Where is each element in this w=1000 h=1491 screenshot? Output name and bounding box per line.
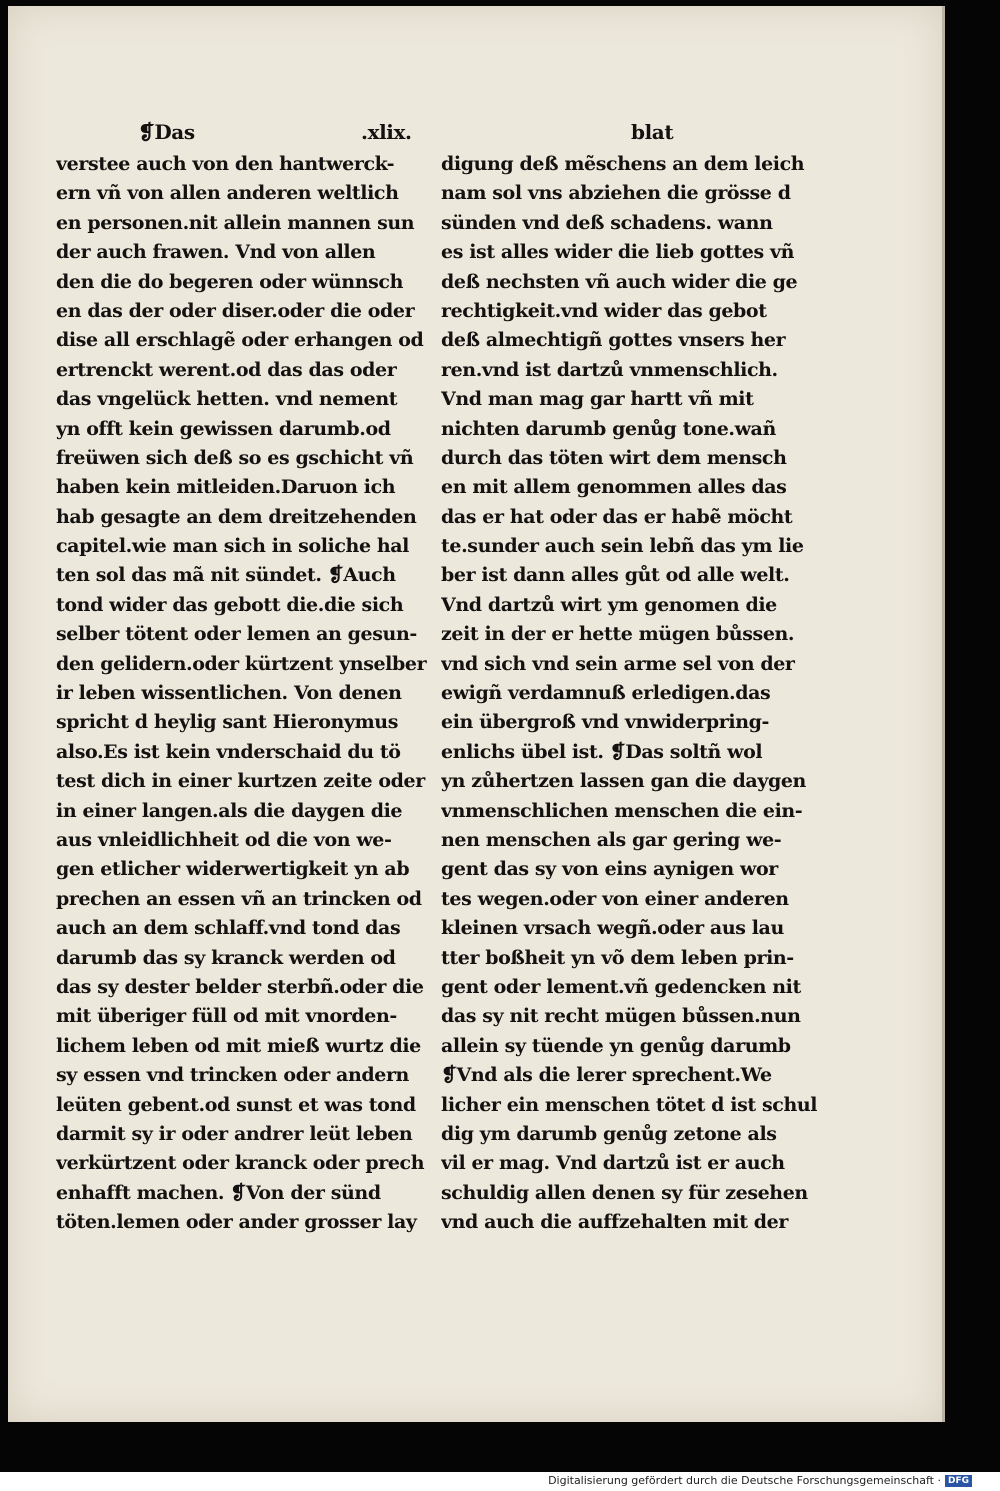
text-line: ❡Vnd als die lerer sprechent.We (441, 1064, 772, 1087)
right-running-head (441, 114, 831, 150)
text-line: enlichs übel ist. ❡Das soltñ wol (441, 740, 763, 763)
text-line: en personen.nit allein mannen sun (56, 211, 415, 234)
text-line: gen etlicher widerwertigkeit yn ab (56, 858, 410, 881)
text-line: enhafft machen. ❡Von der sünd (56, 1181, 381, 1204)
text-line: gent das sy von eins aynigen wor (441, 858, 778, 881)
text-line: aus vnleidlichheit od die von we- (56, 828, 392, 851)
footer-text: Digitalisierung gefördert durch die Deutsche Forschungsgemeinschaft · (548, 1474, 941, 1487)
text-line: ir leben wissentlichen. Von denen (56, 682, 402, 705)
text-line: das er hat oder das er habẽ möcht (441, 505, 793, 528)
text-line: das sy dester belder sterbñ.oder die (56, 975, 424, 998)
text-line: sy essen vnd trincken oder andern (56, 1064, 409, 1087)
text-line: es ist alles wider die lieb gottes vñ (441, 241, 795, 264)
text-line: ber ist dann alles gůt od alle welt. (441, 564, 790, 587)
text-line: en mit allem genommen alles das (441, 476, 787, 499)
text-line: deß almechtigñ gottes vnsers her (441, 329, 786, 352)
left-header-title: ❡Das (138, 120, 195, 144)
text-line: te.sunder auch sein lebñ das ym lie (441, 535, 804, 558)
text-line: dig ym darumb genůg zetone als (441, 1122, 777, 1145)
text-line: ein übergroß vnd vnwiderpring- (441, 711, 770, 734)
text-line: tes wegen.oder von einer anderen (441, 887, 789, 910)
text-line: ertrenckt werent.od das das oder (56, 358, 397, 381)
left-running-head (56, 114, 440, 150)
text-line: ren.vnd ist dartzů vnmenschlich. (441, 358, 778, 381)
text-line: das sy nit recht mügen bůssen.nun (441, 1005, 801, 1028)
text-line: en das der oder diser.oder die oder (56, 299, 415, 322)
book-page (8, 6, 942, 1422)
text-line: rechtigkeit.vnd wider das gebot (441, 299, 767, 322)
text-line: also.Es ist kein vnderschaid du tö (56, 740, 401, 763)
text-line: freüwen sich deß so es gschicht vñ (56, 446, 414, 469)
text-line: der auch frawen. Vnd von allen (56, 241, 376, 264)
text-line: in einer langen.als die daygen die (56, 799, 403, 822)
text-line: Vnd dartzů wirt ym genomen die (441, 593, 777, 616)
text-line: ern vñ von allen anderen weltlich (56, 182, 399, 205)
text-line: durch das töten wirt dem mensch (441, 446, 787, 469)
text-line: ewigñ verdamnuß erledigen.das (441, 682, 771, 705)
right-column (441, 114, 831, 1237)
text-line: auch an dem schlaff.vnd tond das (56, 917, 401, 940)
left-column (56, 114, 440, 1237)
text-line: darmit sy ir oder andrer leüt leben (56, 1122, 413, 1145)
text-line: nam sol vns abziehen die grösse d (441, 182, 791, 205)
text-line: dise all erschlagẽ oder erhangen od (56, 329, 424, 352)
text-line: das vngelück hetten. vnd nement (56, 388, 398, 411)
text-line: darumb das sy kranck werden od (56, 946, 396, 969)
text-line: töten.lemen oder ander grosser lay (56, 1211, 417, 1234)
text-line: licher ein menschen tötet d ist schul (441, 1093, 818, 1116)
text-line: haben kein mitleiden.Daruon ich (56, 476, 396, 499)
right-text-block (441, 150, 831, 1237)
left-text-block (56, 150, 440, 1237)
text-line: yn offt kein gewissen darumb.od (56, 417, 391, 440)
text-line: tond wider das gebott die.die sich (56, 593, 404, 616)
text-line: yn zůhertzen lassen gan die daygen (441, 770, 806, 793)
text-line: allein sy tüende yn genůg darumb (441, 1034, 791, 1057)
right-header-title: blat (631, 120, 674, 144)
text-line: verkürtzent oder kranck oder prech (56, 1152, 425, 1175)
text-line: vnmenschlichen menschen die ein- (441, 799, 803, 822)
text-line: kleinen vrsach wegñ.oder aus lau (441, 917, 784, 940)
text-line: nichten darumb genůg tone.wañ (441, 417, 776, 440)
text-line: verstee auch von den hantwerck- (56, 153, 395, 175)
text-line: prechen an essen vñ an trincken od (56, 887, 422, 910)
text-line: capitel.wie man sich in soliche hal (56, 535, 409, 558)
text-line: vil er mag. Vnd dartzů ist er auch (441, 1152, 785, 1175)
text-line: lichem leben od mit mieß wurtz die (56, 1034, 421, 1057)
text-line: selber tötent oder lemen an gesun- (56, 623, 417, 646)
dfg-logo: DFG (945, 1475, 972, 1487)
text-line: den gelidern.oder kürtzent ynselber (56, 652, 427, 675)
text-line: leüten gebent.od sunst et was tond (56, 1093, 416, 1116)
text-line: hab gesagte an dem dreitzehenden (56, 505, 417, 528)
text-line: test dich in einer kurtzen zeite oder (56, 770, 425, 793)
page-edge (942, 6, 945, 1422)
text-line: deß nechsten vñ auch wider die ge (441, 270, 798, 293)
text-line: zeit in der er hette mügen bůssen. (441, 623, 795, 646)
text-line: gent oder lement.vñ gedencken nit (441, 975, 801, 998)
text-line: vnd auch die auffzehalten mit der (441, 1211, 788, 1234)
footer-credit (548, 1474, 972, 1487)
text-line: mit überiger füll od mit vnorden- (56, 1005, 397, 1028)
text-line: schuldig allen denen sy für zesehen (441, 1181, 808, 1204)
text-line: spricht d heylig sant Hieronymus (56, 711, 398, 734)
text-line: Vnd man mag gar hartt vñ mit (441, 388, 754, 411)
folio-number: .xlix. (361, 120, 412, 144)
text-line: tter boßheit yn võ dem leben prin- (441, 946, 794, 969)
text-line: den die do begeren oder wünnsch (56, 270, 404, 293)
text-line: sünden vnd deß schadens. wann (441, 211, 773, 234)
text-line: ten sol das mã nit sündet. ❡Auch (56, 564, 396, 587)
text-line: digung deß mẽschens an dem leich (441, 153, 805, 175)
text-line: nen menschen als gar gering we- (441, 828, 782, 851)
text-line: vnd sich vnd sein arme sel von der (441, 652, 795, 675)
